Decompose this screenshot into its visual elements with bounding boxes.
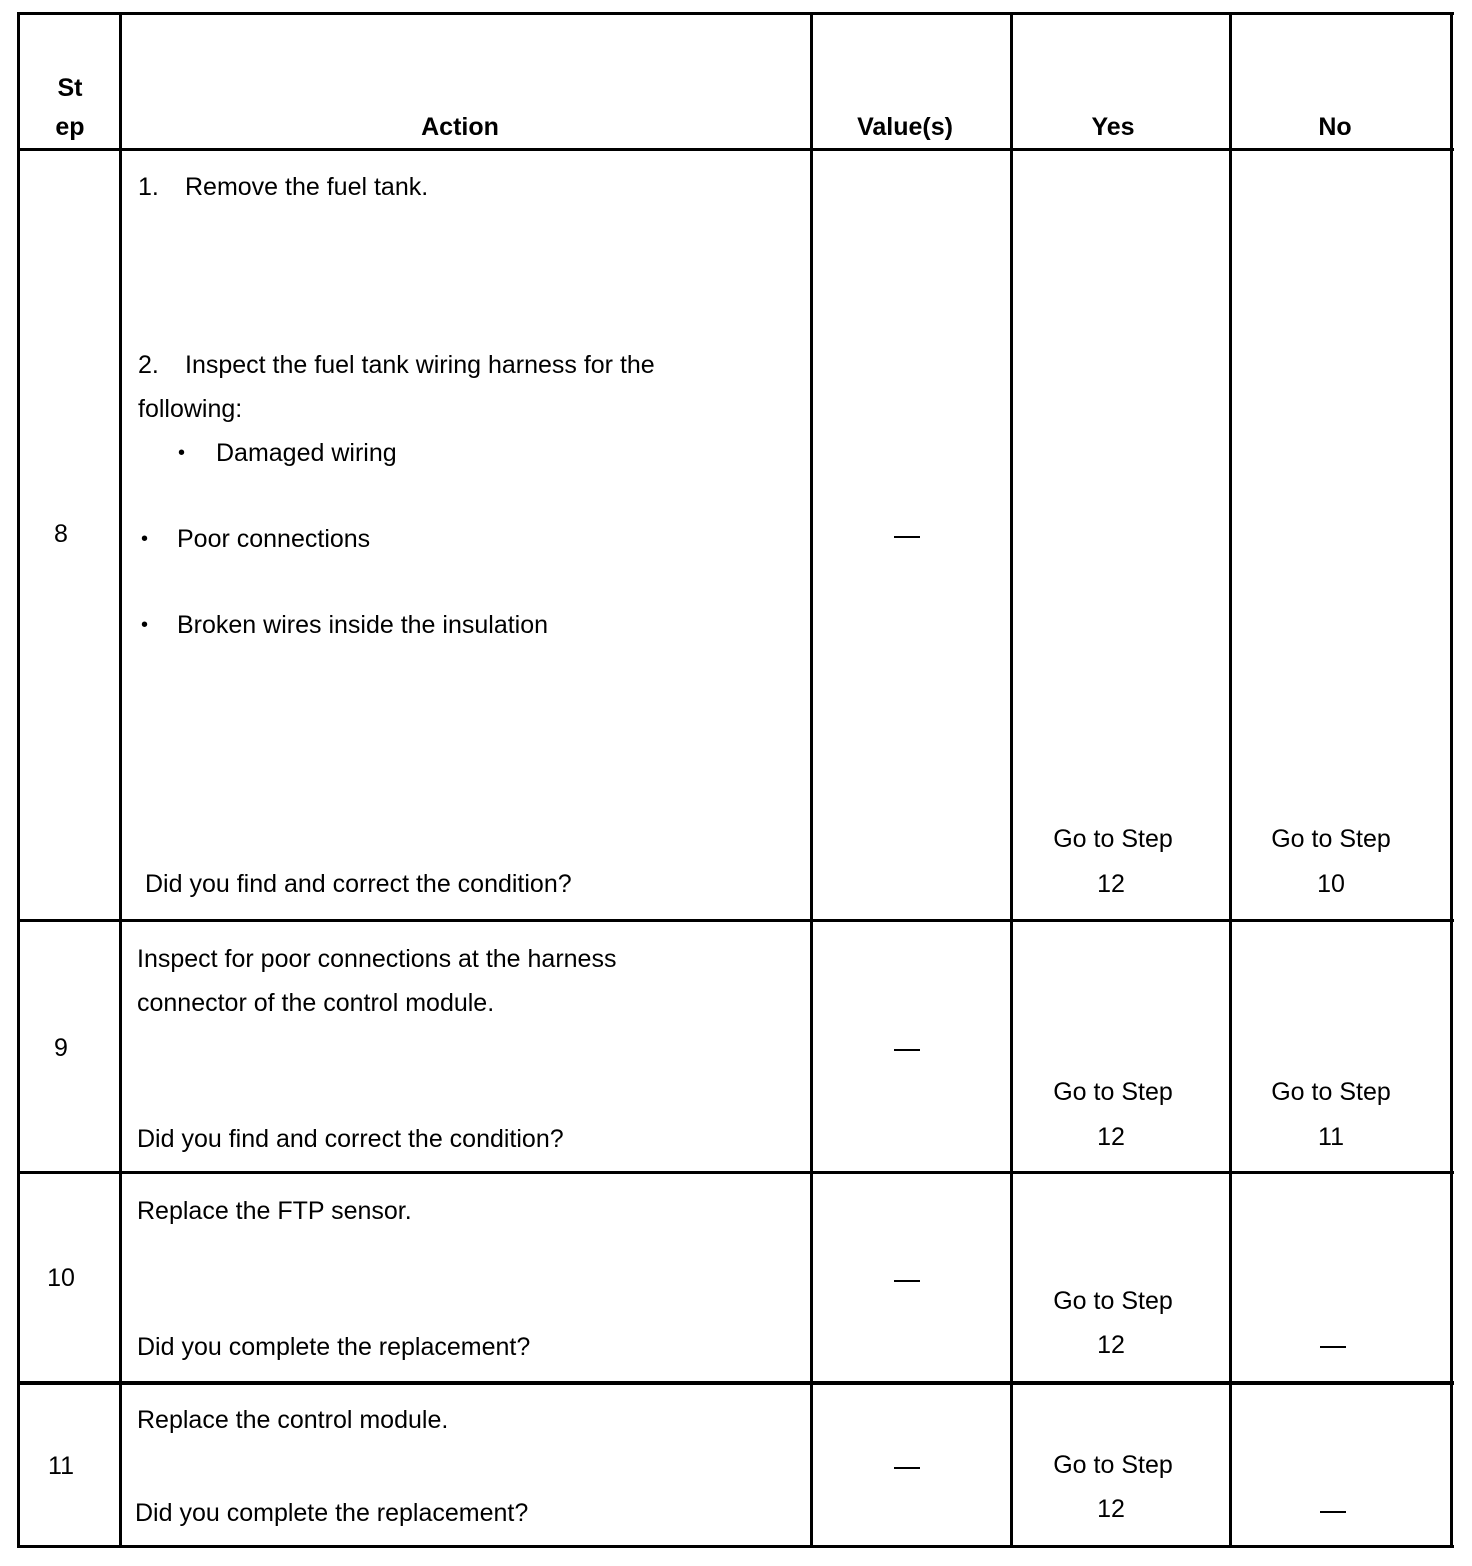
action-question-9: Did you find and correct the condition? [137,1125,564,1153]
no-dash-11 [1320,1511,1346,1513]
col-divider-yes-no [1229,12,1232,1548]
header-step-line2: ep [55,113,85,141]
bullet-glyph-1: • [178,442,186,464]
action-item-1-text: Remove the fuel tank. [185,173,429,201]
bullet-glyph-2: • [141,528,149,550]
bullet-broken-wires: Broken wires inside the insulation [177,611,549,639]
yes-goto-10-line1[interactable]: Go to Step [1053,1287,1173,1315]
action-line-9-1: Inspect for poor connections at the harness [137,945,617,973]
yes-goto-8-line1[interactable]: Go to Step [1053,825,1173,853]
bullet-poor-connections: Poor connections [177,525,371,553]
action-item-1-number: 1. [138,173,159,201]
step-number-10: 10 [47,1264,75,1292]
value-dash-9 [894,1049,920,1051]
header-yes: Yes [1091,113,1135,141]
yes-goto-10-line2[interactable]: 12 [1097,1331,1125,1359]
bullet-glyph-3: • [141,614,149,636]
col-divider-step-action [119,12,122,1548]
action-line-11-1: Replace the control module. [137,1406,449,1434]
action-question-11: Did you complete the replacement? [135,1499,529,1527]
bullet-damaged-wiring: Damaged wiring [216,439,397,467]
table-border-bottom [17,1545,1454,1548]
value-dash-8 [894,536,920,538]
step-number-11: 11 [48,1452,74,1480]
action-line-10-1: Replace the FTP sensor. [137,1197,412,1225]
no-goto-9-line1[interactable]: Go to Step [1271,1078,1391,1106]
action-question-8: Did you find and correct the condition? [145,870,572,898]
row-divider-8-9 [17,919,1454,922]
step-number-8: 8 [54,520,68,548]
action-line-9-2: connector of the control module. [137,989,495,1017]
col-divider-action-value [810,12,813,1548]
yes-goto-9-line1[interactable]: Go to Step [1053,1078,1173,1106]
col-divider-value-yes [1010,12,1013,1548]
row-divider-9-10 [17,1171,1454,1174]
row-divider-10-11 [17,1381,1454,1385]
header-no: No [1318,113,1352,141]
yes-goto-11-line2[interactable]: 12 [1097,1495,1125,1523]
header-divider [17,148,1454,151]
action-item-2-number: 2. [138,351,159,379]
no-goto-8-line1[interactable]: Go to Step [1271,825,1391,853]
step-number-9: 9 [54,1034,68,1062]
table-border-top [17,12,1454,15]
no-dash-10 [1320,1346,1346,1348]
table-border-right [1450,12,1453,1548]
action-item-2-continuation: following: [138,395,243,423]
no-goto-9-line2[interactable]: 11 [1318,1123,1344,1151]
table-border-left [17,12,20,1548]
yes-goto-9-line2[interactable]: 12 [1097,1123,1125,1151]
header-values: Value(s) [857,113,953,141]
header-step-line1: St [57,74,83,102]
action-item-2-text: Inspect the fuel tank wiring harness for the [185,351,655,379]
value-dash-11 [894,1467,920,1469]
yes-goto-11-line1[interactable]: Go to Step [1053,1451,1173,1479]
no-goto-8-line2[interactable]: 10 [1317,870,1345,898]
header-action: Action [421,113,499,141]
yes-goto-8-line2[interactable]: 12 [1097,870,1125,898]
action-question-10: Did you complete the replacement? [137,1333,531,1361]
value-dash-10 [894,1280,920,1282]
